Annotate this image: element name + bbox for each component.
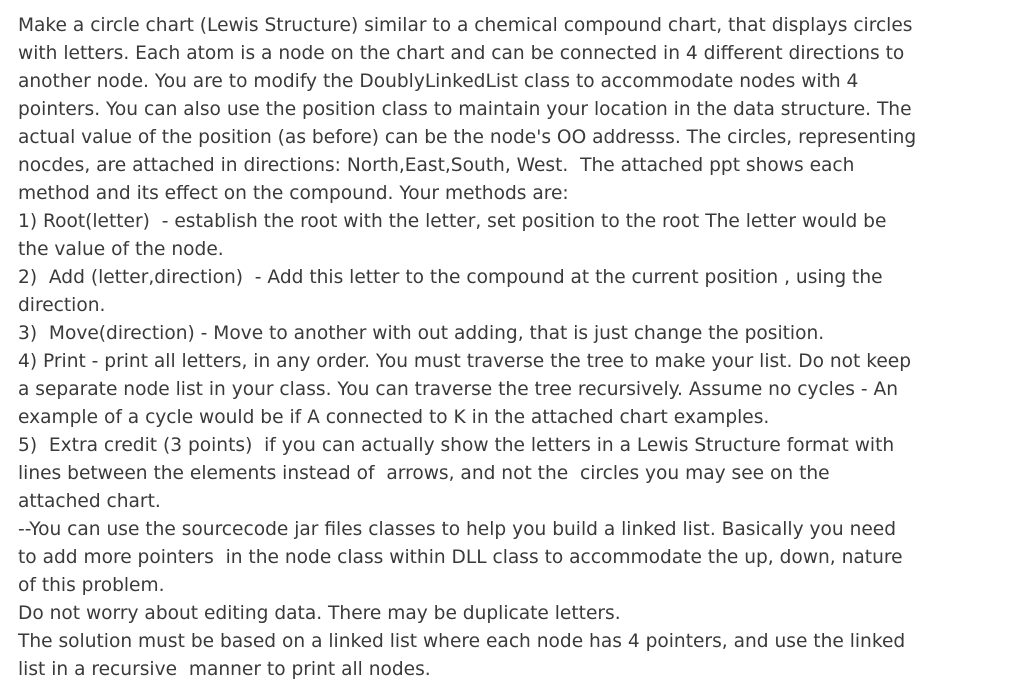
text-line: The solution must be based on a linked list where each node has 4 pointers, and use the linked [18, 631, 906, 652]
text-line: example of a cycle would be if A connected to K in the attached chart examples. [18, 407, 770, 428]
text-line: with letters. Each atom is a node on the chart and can be connected in 4 different directions to [18, 43, 905, 64]
text-line: the value of the node. [18, 239, 224, 260]
method-add-line: 2) Add (letter,direction) - Add this letter to the compound at the current position , using the [18, 267, 883, 288]
method-move-line: 3) Move(direction) - Move to another with out adding, that is just change the position. [18, 323, 825, 344]
text-line: method and its effect on the compound. Your methods are: [18, 183, 569, 204]
text-line: direction. [18, 295, 106, 316]
text-line: of this problem. [18, 575, 165, 596]
text-line: lines between the elements instead of arrows, and not the circles you may see on the [18, 463, 830, 484]
text-line: pointers. You can also use the position class to maintain your location in the data structure. The [18, 99, 912, 120]
text-line: Make a circle chart (Lewis Structure) similar to a chemical compound chart, that displays circles [18, 15, 913, 36]
text-line: Do not worry about editing data. There may be duplicate letters. [18, 603, 621, 624]
text-line: nocdes, are attached in directions: North,East,South, West. The attached ppt shows each [18, 155, 855, 176]
sourcecode-note-line: --You can use the sourcecode jar files classes to help you build a linked list. Basically you need [18, 519, 897, 540]
extra-credit-line: 5) Extra credit (3 points) if you can actually show the letters in a Lewis Structure format with [18, 435, 895, 456]
text-line: attached chart. [18, 491, 161, 512]
text-line: another node. You are to modify the DoublyLinkedList class to accommodate nodes with 4 [18, 71, 859, 92]
method-root-line: 1) Root(letter) - establish the root with the letter, set position to the root The letter would be [18, 211, 887, 232]
text-line: list in a recursive manner to print all nodes. [18, 659, 431, 680]
text-line: to add more pointers in the node class within DLL class to accommodate the up, down, nature [18, 547, 903, 568]
text-line: actual value of the position (as before) can be the node's OO addresss. The circles, representing [18, 127, 917, 148]
text-line: a separate node list in your class. You can traverse the tree recursively. Assume no cycles - An [18, 379, 899, 400]
method-print-line: 4) Print - print all letters, in any order. You must traverse the tree to make your list. Do not keep [18, 351, 912, 372]
